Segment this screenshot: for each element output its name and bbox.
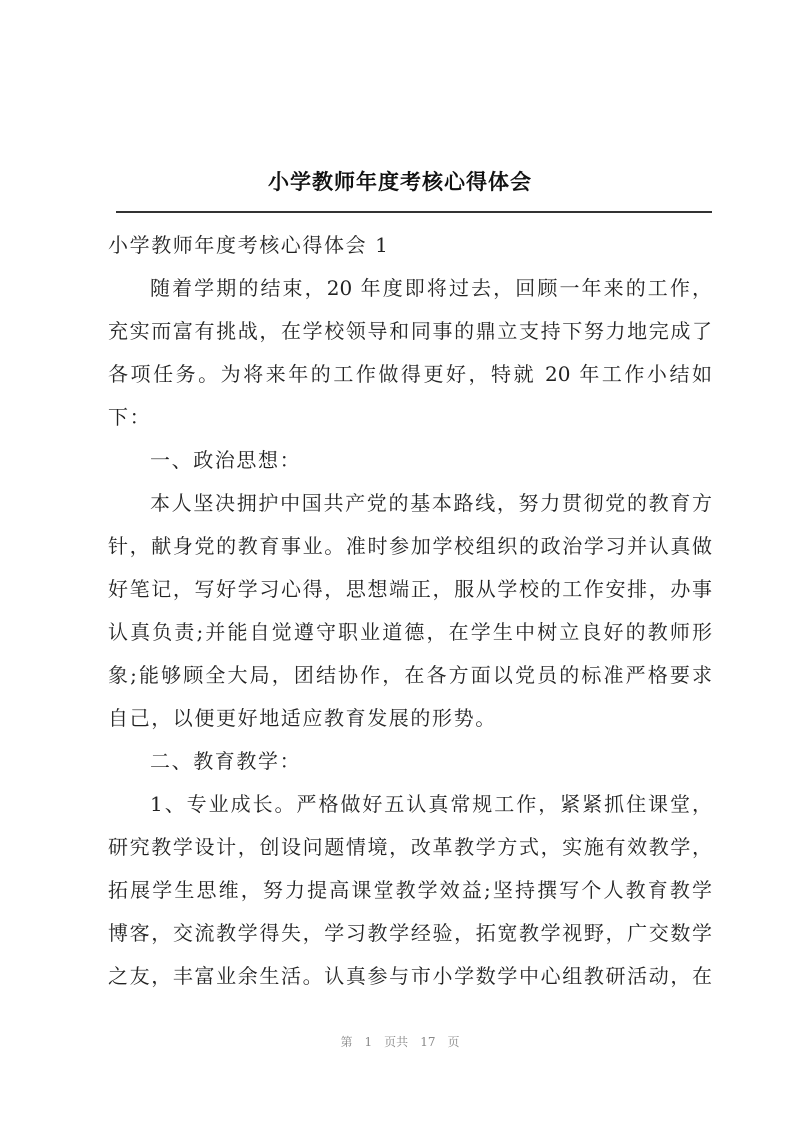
page-footer	[0, 1033, 800, 1050]
text-line: 象;能够顾全大局，团结协作，在各方面以党员的标准严格要求	[108, 663, 712, 687]
text-line: 之友，丰富业余生活。认真参与市小学数学中心组教研活动，在	[108, 964, 712, 988]
text-line: 下：	[108, 405, 152, 429]
footer-page-number: 1	[364, 1035, 373, 1049]
text-line: 一、政治思想：	[150, 448, 302, 472]
text-line: 充实而富有挑战，在学校领导和同事的鼎立支持下努力地完成了	[108, 319, 712, 343]
text-line: 针，献身党的教育事业。准时参加学校组织的政治学习并认真做	[108, 534, 712, 558]
text-line: 自己，以便更好地适应教育发展的形势。	[108, 706, 497, 730]
title-divider	[116, 211, 712, 213]
footer-prefix: 第	[340, 1035, 353, 1049]
text-line: 博客，交流教学得失，学习教学经验，拓宽教学视野，广交数学	[108, 921, 712, 945]
text-line: 各项任务。为将来年的工作做得更好，特就 20 年工作小结如	[108, 362, 712, 386]
text-line: 二、教育教学：	[150, 749, 302, 773]
text-line: 1、专业成长。严格做好五认真常规工作，紧紧抓住课堂，	[150, 792, 712, 816]
text-line: 研究教学设计，创设问题情境，改革教学方式，实施有效教学，	[108, 835, 712, 859]
text-line: 拓展学生思维，努力提高课堂教学效益;坚持撰写个人教育教学	[108, 878, 712, 902]
text-line: 好笔记，写好学习心得，思想端正，服从学校的工作安排，办事	[108, 577, 712, 601]
section-heading: 小学教师年度考核心得体会 1	[108, 233, 390, 257]
document-title: 小学教师年度考核心得体会	[268, 169, 532, 194]
document-body	[108, 230, 712, 1004]
footer-total-pages: 17	[420, 1035, 436, 1049]
footer-middle: 页共	[384, 1035, 409, 1049]
text-line: 本人坚决拥护中国共产党的基本路线，努力贯彻党的教育方	[150, 491, 712, 515]
footer-suffix: 页	[447, 1035, 460, 1049]
text-line: 随着学期的结束，20 年度即将过去，回顾一年来的工作，	[150, 276, 712, 300]
text-line: 认真负责;并能自觉遵守职业道德，在学生中树立良好的教师形	[108, 620, 712, 644]
